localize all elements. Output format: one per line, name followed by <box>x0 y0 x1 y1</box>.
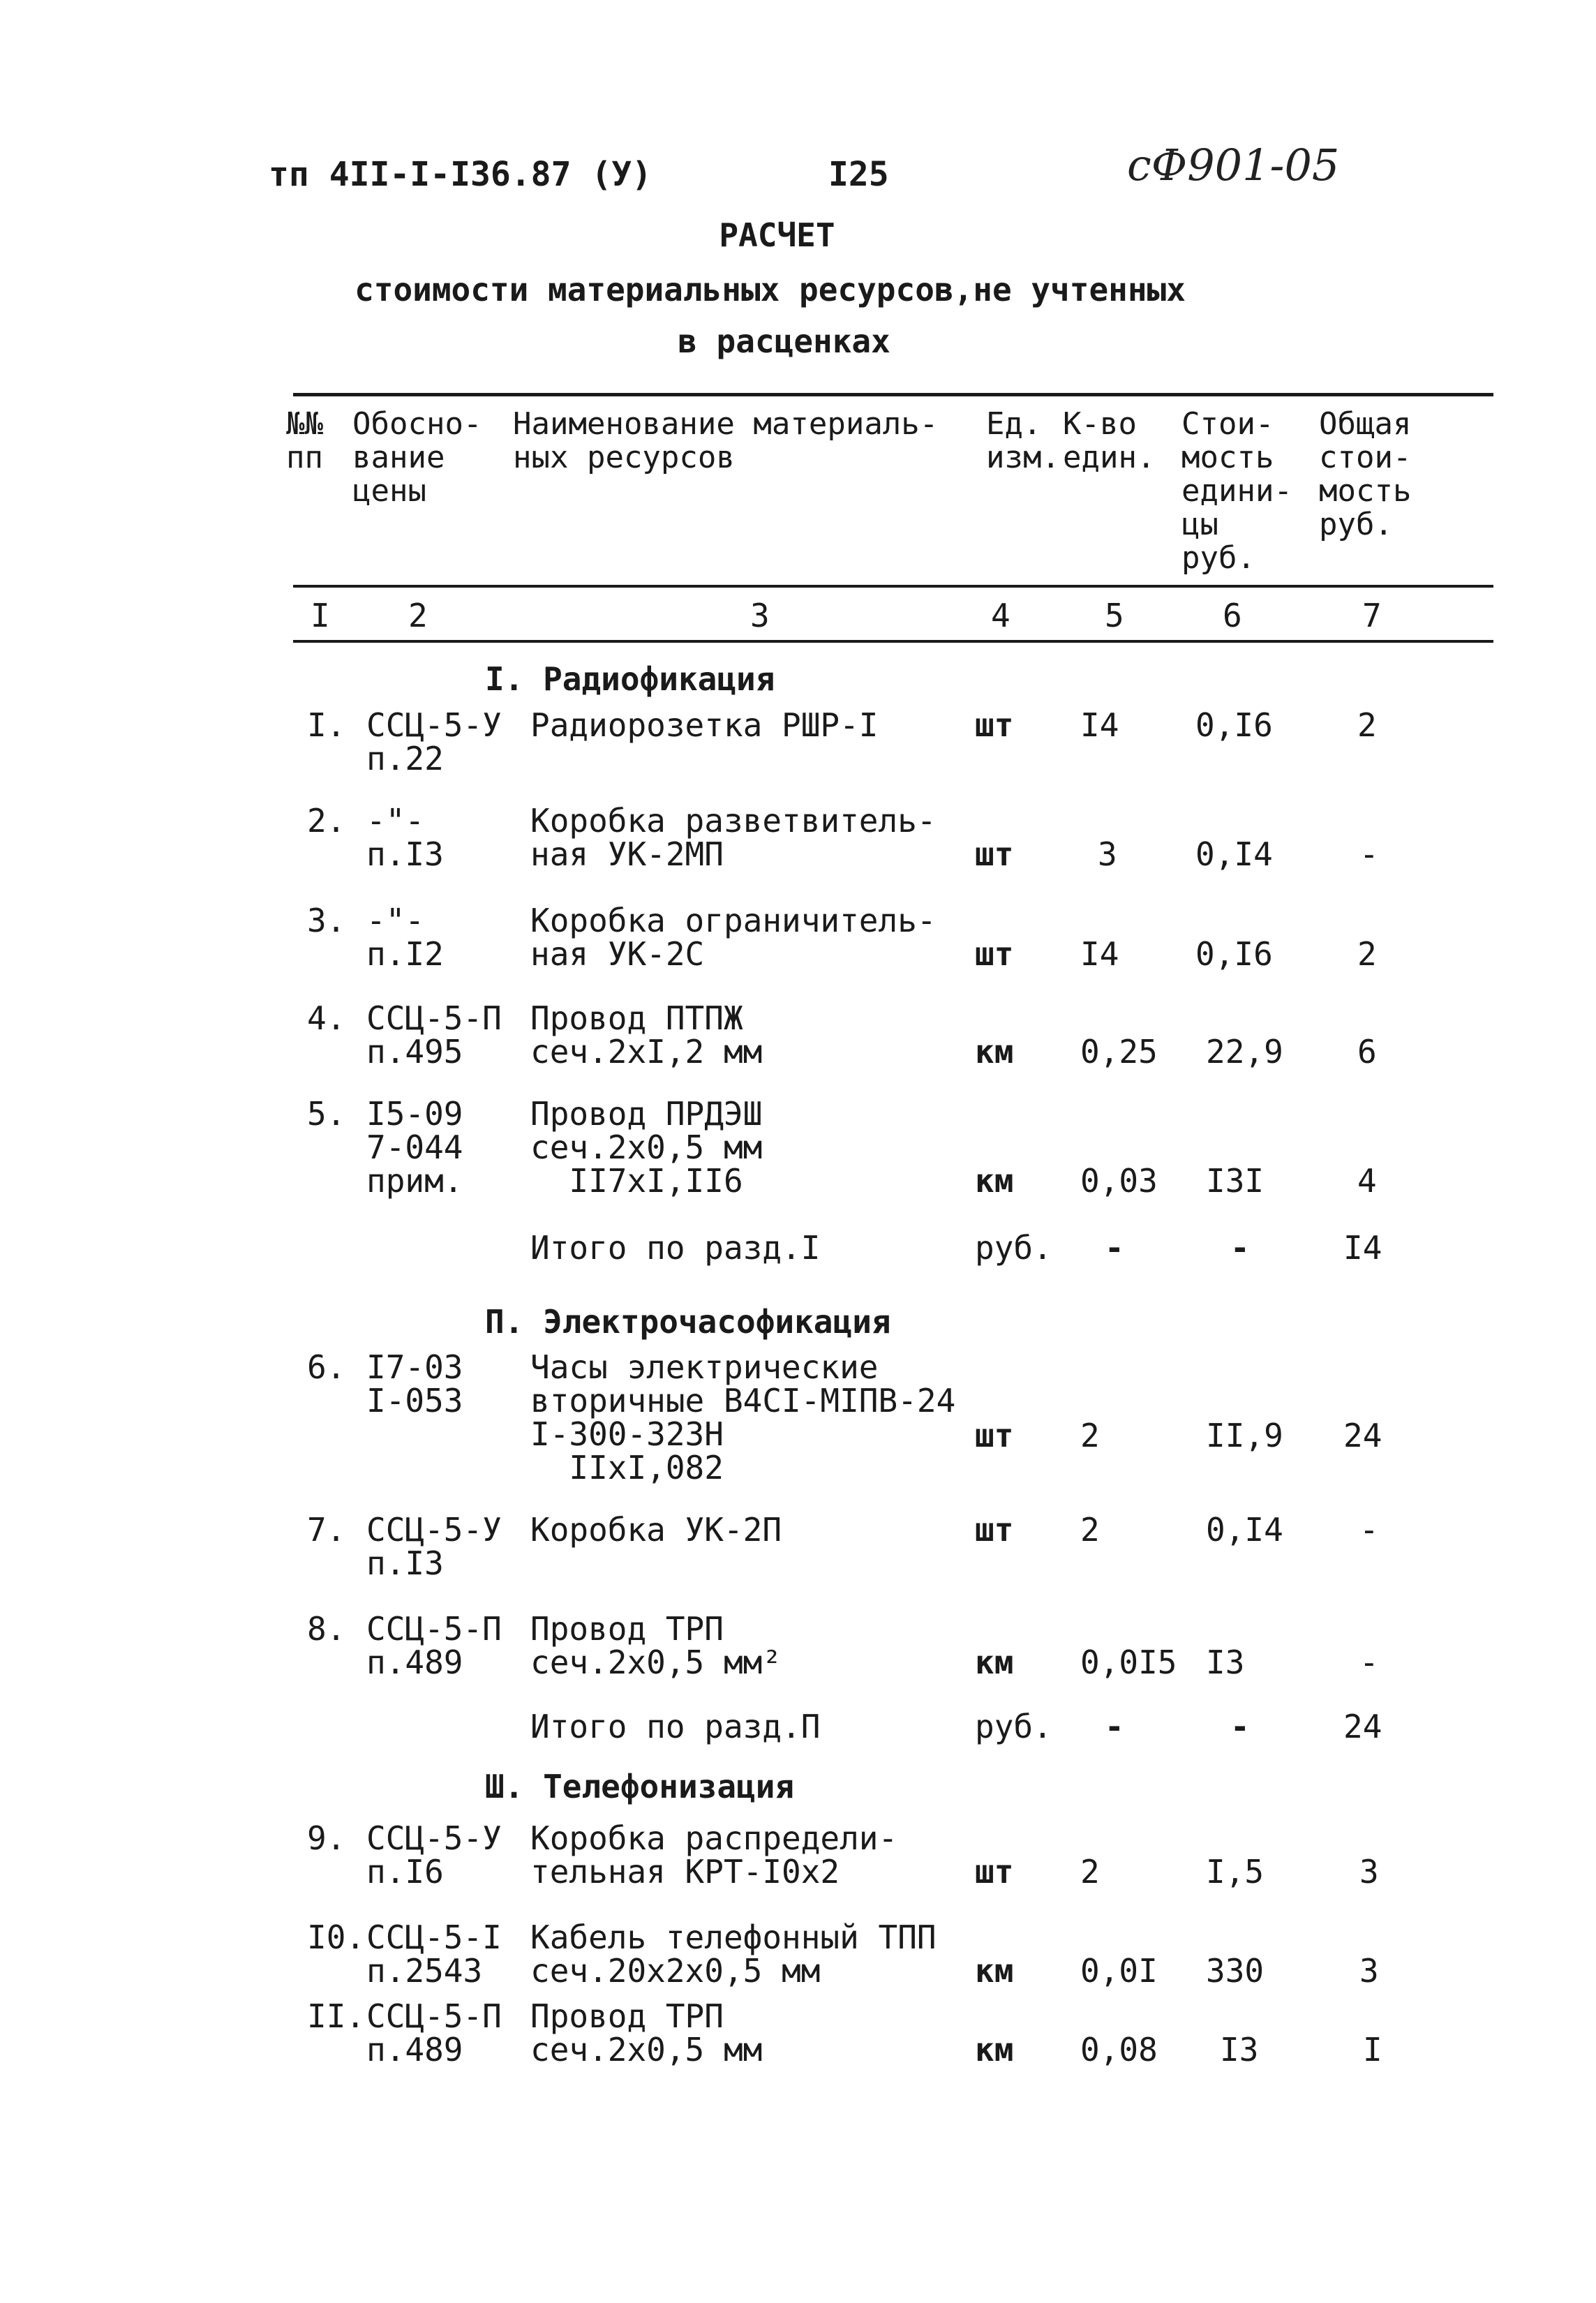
row-total: 3 <box>1359 1853 1379 1891</box>
row-qty: - <box>1105 1708 1124 1745</box>
page-number: I25 <box>828 155 889 194</box>
title-line-1: РАСЧЕТ <box>719 216 835 254</box>
row-qty: 0,0I5 <box>1080 1644 1177 1681</box>
row-unit-price: I,5 <box>1206 1853 1265 1891</box>
row-unit-price: 22,9 <box>1206 1033 1283 1071</box>
column-number-4: 4 <box>991 597 1010 634</box>
row-name: Коробка УК-2П <box>530 1511 782 1549</box>
column-number-2: 2 <box>408 597 428 634</box>
row-number: 8. <box>307 1610 346 1648</box>
row-qty: 0,03 <box>1080 1162 1158 1200</box>
column-header-number: №№ пп <box>286 406 323 475</box>
subtotal-label: Итого по разд.П <box>530 1708 821 1745</box>
row-number: 6. <box>307 1348 346 1386</box>
row-total: - <box>1359 1644 1379 1681</box>
row-qty: 3 <box>1098 835 1117 873</box>
row-unit: км <box>975 1033 1014 1071</box>
row-name: Провод ТРП сеч.2х0,5 мм² <box>530 1610 782 1681</box>
row-unit: км <box>975 1952 1014 1990</box>
row-total: 2 <box>1357 706 1377 744</box>
row-total: - <box>1359 835 1379 873</box>
column-number-1: I <box>311 597 330 634</box>
row-number: 9. <box>307 1819 346 1857</box>
row-unit-price: I3 <box>1206 1644 1245 1681</box>
column-header-name: Наименование материаль- ных ресурсов <box>513 406 939 475</box>
row-number: 3. <box>307 902 346 939</box>
column-header-basis: Обосно- вание цены <box>352 406 482 509</box>
row-total: 24 <box>1343 1417 1382 1454</box>
row-unit: шт <box>975 706 1014 744</box>
column-header-unit-price: Стои- мость едини- цы руб. <box>1181 406 1292 576</box>
row-basis: -"- п.I3 <box>366 802 444 873</box>
title-line-3: в расценках <box>678 322 890 360</box>
row-unit: шт <box>975 1853 1014 1891</box>
row-basis: ССЦ-5-У п.22 <box>366 706 502 777</box>
section-title: П. Электрочасофикация <box>485 1303 891 1341</box>
column-header-total: Общая стои- мость руб. <box>1319 406 1412 542</box>
section-title: Ш. Телефонизация <box>485 1768 795 1805</box>
row-basis: ССЦ-5-У п.I6 <box>366 1819 502 1891</box>
column-number-3: 3 <box>750 597 770 634</box>
row-unit: км <box>975 1162 1014 1200</box>
header-bottom-rule <box>293 585 1493 588</box>
row-name: Провод ТРП сеч.2х0,5 мм <box>530 1997 763 2069</box>
column-number-7: 7 <box>1362 597 1382 634</box>
row-total: 4 <box>1357 1162 1377 1200</box>
row-number: 4. <box>307 999 346 1037</box>
row-unit-price: 0,I6 <box>1195 706 1273 744</box>
column-number-6: 6 <box>1223 597 1242 634</box>
row-number: 5. <box>307 1095 346 1133</box>
row-basis: ССЦ-5-I п.2543 <box>366 1918 502 1990</box>
row-unit: руб. <box>975 1229 1052 1267</box>
row-unit: руб. <box>975 1708 1052 1745</box>
column-number-5: 5 <box>1105 597 1124 634</box>
row-number: 2. <box>307 802 346 840</box>
row-name: Коробка ограничитель- ная УК-2С <box>530 902 937 973</box>
row-unit: км <box>975 1644 1014 1681</box>
row-unit-price: - <box>1230 1708 1250 1745</box>
row-qty: 0,25 <box>1080 1033 1158 1071</box>
row-basis: I5-09 7-044 прим. <box>366 1095 463 1200</box>
row-name: Провод ПТПЖ сеч.2хI,2 мм <box>530 999 763 1071</box>
row-basis: I7-03 I-053 <box>366 1348 463 1419</box>
row-number: I. <box>307 706 346 744</box>
row-unit-price: 330 <box>1206 1952 1265 1990</box>
row-name: Радиорозетка РШР-I <box>530 706 879 744</box>
column-header-unit: Ед. изм. <box>986 406 1060 475</box>
column-header-qty: К-во един. <box>1063 406 1156 475</box>
row-unit: шт <box>975 1417 1014 1454</box>
row-unit: шт <box>975 835 1014 873</box>
row-unit-price: - <box>1230 1229 1250 1267</box>
row-unit-price: 0,I6 <box>1195 935 1273 973</box>
row-unit: шт <box>975 1511 1014 1549</box>
subtotal-value: 24 <box>1343 1708 1382 1745</box>
row-number: I0. <box>307 1918 366 1956</box>
subtotal-value: I4 <box>1343 1229 1382 1267</box>
row-qty: I4 <box>1080 706 1119 744</box>
row-unit-price: II,9 <box>1206 1417 1283 1454</box>
row-unit-price: I3 <box>1220 2031 1259 2069</box>
row-name: Коробка распредели- тельная КРТ-I0х2 <box>530 1819 898 1891</box>
document-code: тп 4II-I-I36.87 (У) <box>269 155 652 194</box>
row-total: - <box>1359 1511 1379 1549</box>
row-name: Часы электрические вторичные В4СI-МIПВ-24 I-300-323Н IIхI,082 <box>530 1348 956 1486</box>
row-basis: ССЦ-5-П п.489 <box>366 1610 502 1681</box>
row-basis: -"- п.I2 <box>366 902 444 973</box>
row-qty: 2 <box>1080 1417 1100 1454</box>
handwritten-code: сФ901-05 <box>1127 140 1340 191</box>
table-top-rule <box>293 393 1493 396</box>
row-total: 2 <box>1357 935 1377 973</box>
row-basis: ССЦ-5-П п.489 <box>366 1997 502 2069</box>
row-number: II. <box>307 1997 366 2035</box>
row-basis: ССЦ-5-П п.495 <box>366 999 502 1071</box>
row-qty: - <box>1105 1229 1124 1267</box>
column-numbers-rule <box>293 640 1493 643</box>
row-qty: 0,08 <box>1080 2031 1158 2069</box>
row-name: Коробка разветвитель- ная УК-2МП <box>530 802 937 873</box>
section-title: I. Радиофикация <box>485 660 775 698</box>
subtotal-label: Итого по разд.I <box>530 1229 821 1267</box>
title-line-2: стоимости материальных ресурсов,не учтенных <box>355 271 1186 308</box>
row-unit-price: I3I <box>1206 1162 1265 1200</box>
row-qty: 0,0I <box>1080 1952 1158 1990</box>
row-unit-price: 0,I4 <box>1195 835 1273 873</box>
row-qty: I4 <box>1080 935 1119 973</box>
row-basis: ССЦ-5-У п.I3 <box>366 1511 502 1582</box>
row-total: I <box>1363 2031 1382 2069</box>
row-qty: 2 <box>1080 1511 1100 1549</box>
row-total: 6 <box>1357 1033 1377 1071</box>
row-number: 7. <box>307 1511 346 1549</box>
row-name: Провод ПРДЭШ сеч.2х0,5 мм II7хI,II6 <box>530 1095 763 1200</box>
row-unit-price: 0,I4 <box>1206 1511 1283 1549</box>
row-qty: 2 <box>1080 1853 1100 1891</box>
row-name: Кабель телефонный ТПП сеч.20х2х0,5 мм <box>530 1918 937 1990</box>
row-unit: км <box>975 2031 1014 2069</box>
row-total: 3 <box>1359 1952 1379 1990</box>
row-unit: шт <box>975 935 1014 973</box>
